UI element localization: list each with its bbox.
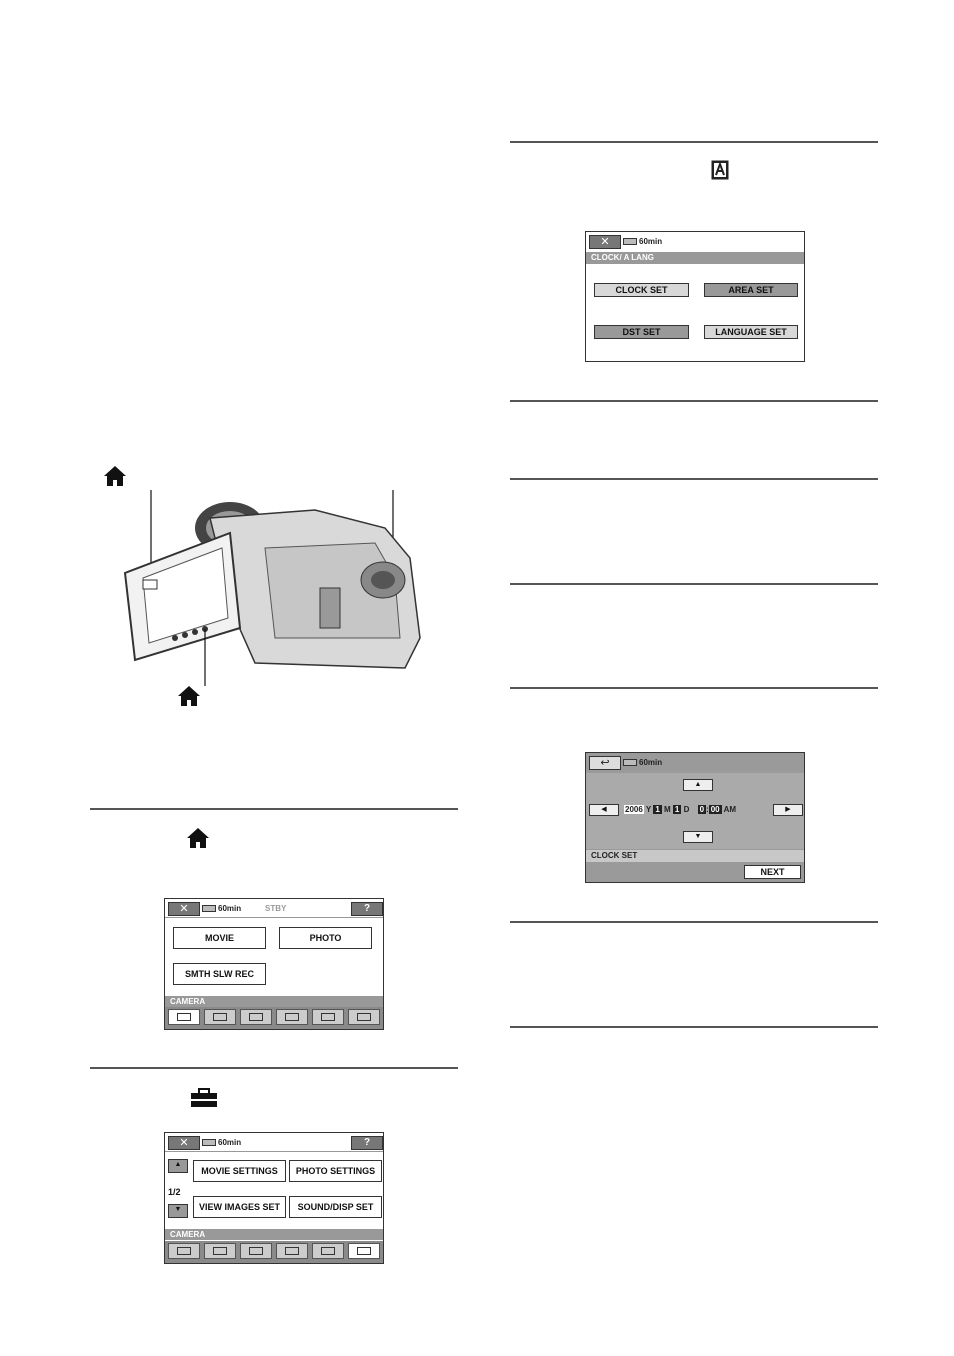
sound-disp-set-button[interactable]: SOUND/DISP SET	[289, 1196, 382, 1218]
movie-button[interactable]: MOVIE	[173, 927, 266, 949]
time-separator: :	[706, 805, 709, 814]
month-unit: M	[664, 805, 671, 814]
year-unit: Y	[645, 805, 652, 814]
movie-settings-button[interactable]: MOVIE SETTINGS	[193, 1160, 286, 1182]
scroll-down-button[interactable]: ▼	[168, 1204, 188, 1218]
language-icon	[711, 160, 729, 180]
year-value[interactable]: 2006	[625, 805, 643, 814]
tab-manage-media[interactable]	[276, 1243, 308, 1259]
clock-lang-screen	[585, 231, 805, 362]
tab-print[interactable]	[312, 1243, 344, 1259]
battery-indicator: 60min	[202, 1138, 241, 1147]
return-button[interactable]: ↩	[589, 756, 621, 770]
close-button[interactable]: ✕	[168, 902, 200, 916]
status-label: STBY	[265, 904, 287, 913]
clock-set-label: CLOCK SET	[586, 850, 804, 862]
tab-settings[interactable]	[348, 1009, 380, 1025]
tab-view-images[interactable]	[204, 1243, 236, 1259]
category-tabs	[165, 1007, 383, 1029]
close-button[interactable]: ✕	[168, 1136, 200, 1150]
left-button[interactable]: ◀	[589, 804, 619, 816]
category-label: CAMERA	[165, 996, 383, 1007]
tab-camera[interactable]	[168, 1009, 200, 1025]
camera-home-screen	[164, 898, 384, 1030]
help-button[interactable]: ?	[351, 902, 383, 916]
divider	[510, 1026, 878, 1028]
date-time-row	[624, 805, 736, 814]
page-indicator: 1/2	[168, 1187, 181, 1197]
next-button[interactable]: NEXT	[744, 865, 801, 879]
clock-set-button[interactable]: CLOCK SET	[594, 283, 689, 297]
divider	[510, 478, 878, 480]
month-value[interactable]: 1	[655, 805, 660, 814]
ampm-label: AM	[723, 805, 737, 814]
battery-indicator: 60min	[202, 904, 241, 913]
category-label: CAMERA	[165, 1229, 383, 1240]
down-button[interactable]: ▼	[683, 831, 713, 843]
help-button[interactable]: ?	[351, 1136, 383, 1150]
up-button[interactable]: ▲	[683, 779, 713, 791]
right-button[interactable]: ▶	[773, 804, 803, 816]
day-unit: D	[683, 805, 690, 814]
header-separator	[165, 1151, 383, 1152]
battery-indicator: 60min	[623, 237, 662, 246]
tab-other[interactable]	[240, 1243, 272, 1259]
minute-value[interactable]: 00	[710, 805, 720, 814]
home-icon	[177, 685, 201, 712]
smth-slw-rec-button[interactable]: SMTH SLW REC	[173, 963, 266, 985]
hour-value[interactable]: 0	[699, 805, 705, 814]
scroll-up-button[interactable]: ▲	[168, 1159, 188, 1173]
photo-settings-button[interactable]: PHOTO SETTINGS	[289, 1160, 382, 1182]
header-separator	[165, 917, 383, 918]
clock-set-screen	[585, 752, 805, 883]
battery-indicator: 60min	[623, 758, 662, 767]
photo-button[interactable]: PHOTO	[279, 927, 372, 949]
tab-camera[interactable]	[168, 1243, 200, 1259]
divider	[510, 400, 878, 402]
divider	[510, 687, 878, 689]
home-icon	[186, 827, 210, 854]
divider	[90, 1067, 458, 1069]
divider	[90, 808, 458, 810]
divider	[510, 921, 878, 923]
day-value[interactable]: 1	[674, 805, 680, 814]
divider	[510, 141, 878, 143]
language-set-button[interactable]: LANGUAGE SET	[704, 325, 798, 339]
dst-set-button[interactable]: DST SET	[594, 325, 689, 339]
tab-view-images[interactable]	[204, 1009, 236, 1025]
close-button[interactable]: ✕	[589, 235, 621, 249]
view-images-set-button[interactable]: VIEW IMAGES SET	[193, 1196, 286, 1218]
tab-print[interactable]	[312, 1009, 344, 1025]
category-tabs	[165, 1241, 383, 1263]
area-set-button[interactable]: AREA SET	[704, 283, 798, 297]
settings-screen	[164, 1132, 384, 1264]
settings-toolbox-icon	[190, 1088, 218, 1113]
divider	[510, 583, 878, 585]
tab-other[interactable]	[240, 1009, 272, 1025]
tab-settings[interactable]	[348, 1243, 380, 1259]
camcorder-illustration	[115, 488, 435, 688]
category-label: CLOCK/ A LANG	[586, 252, 804, 264]
tab-manage-media[interactable]	[276, 1009, 308, 1025]
